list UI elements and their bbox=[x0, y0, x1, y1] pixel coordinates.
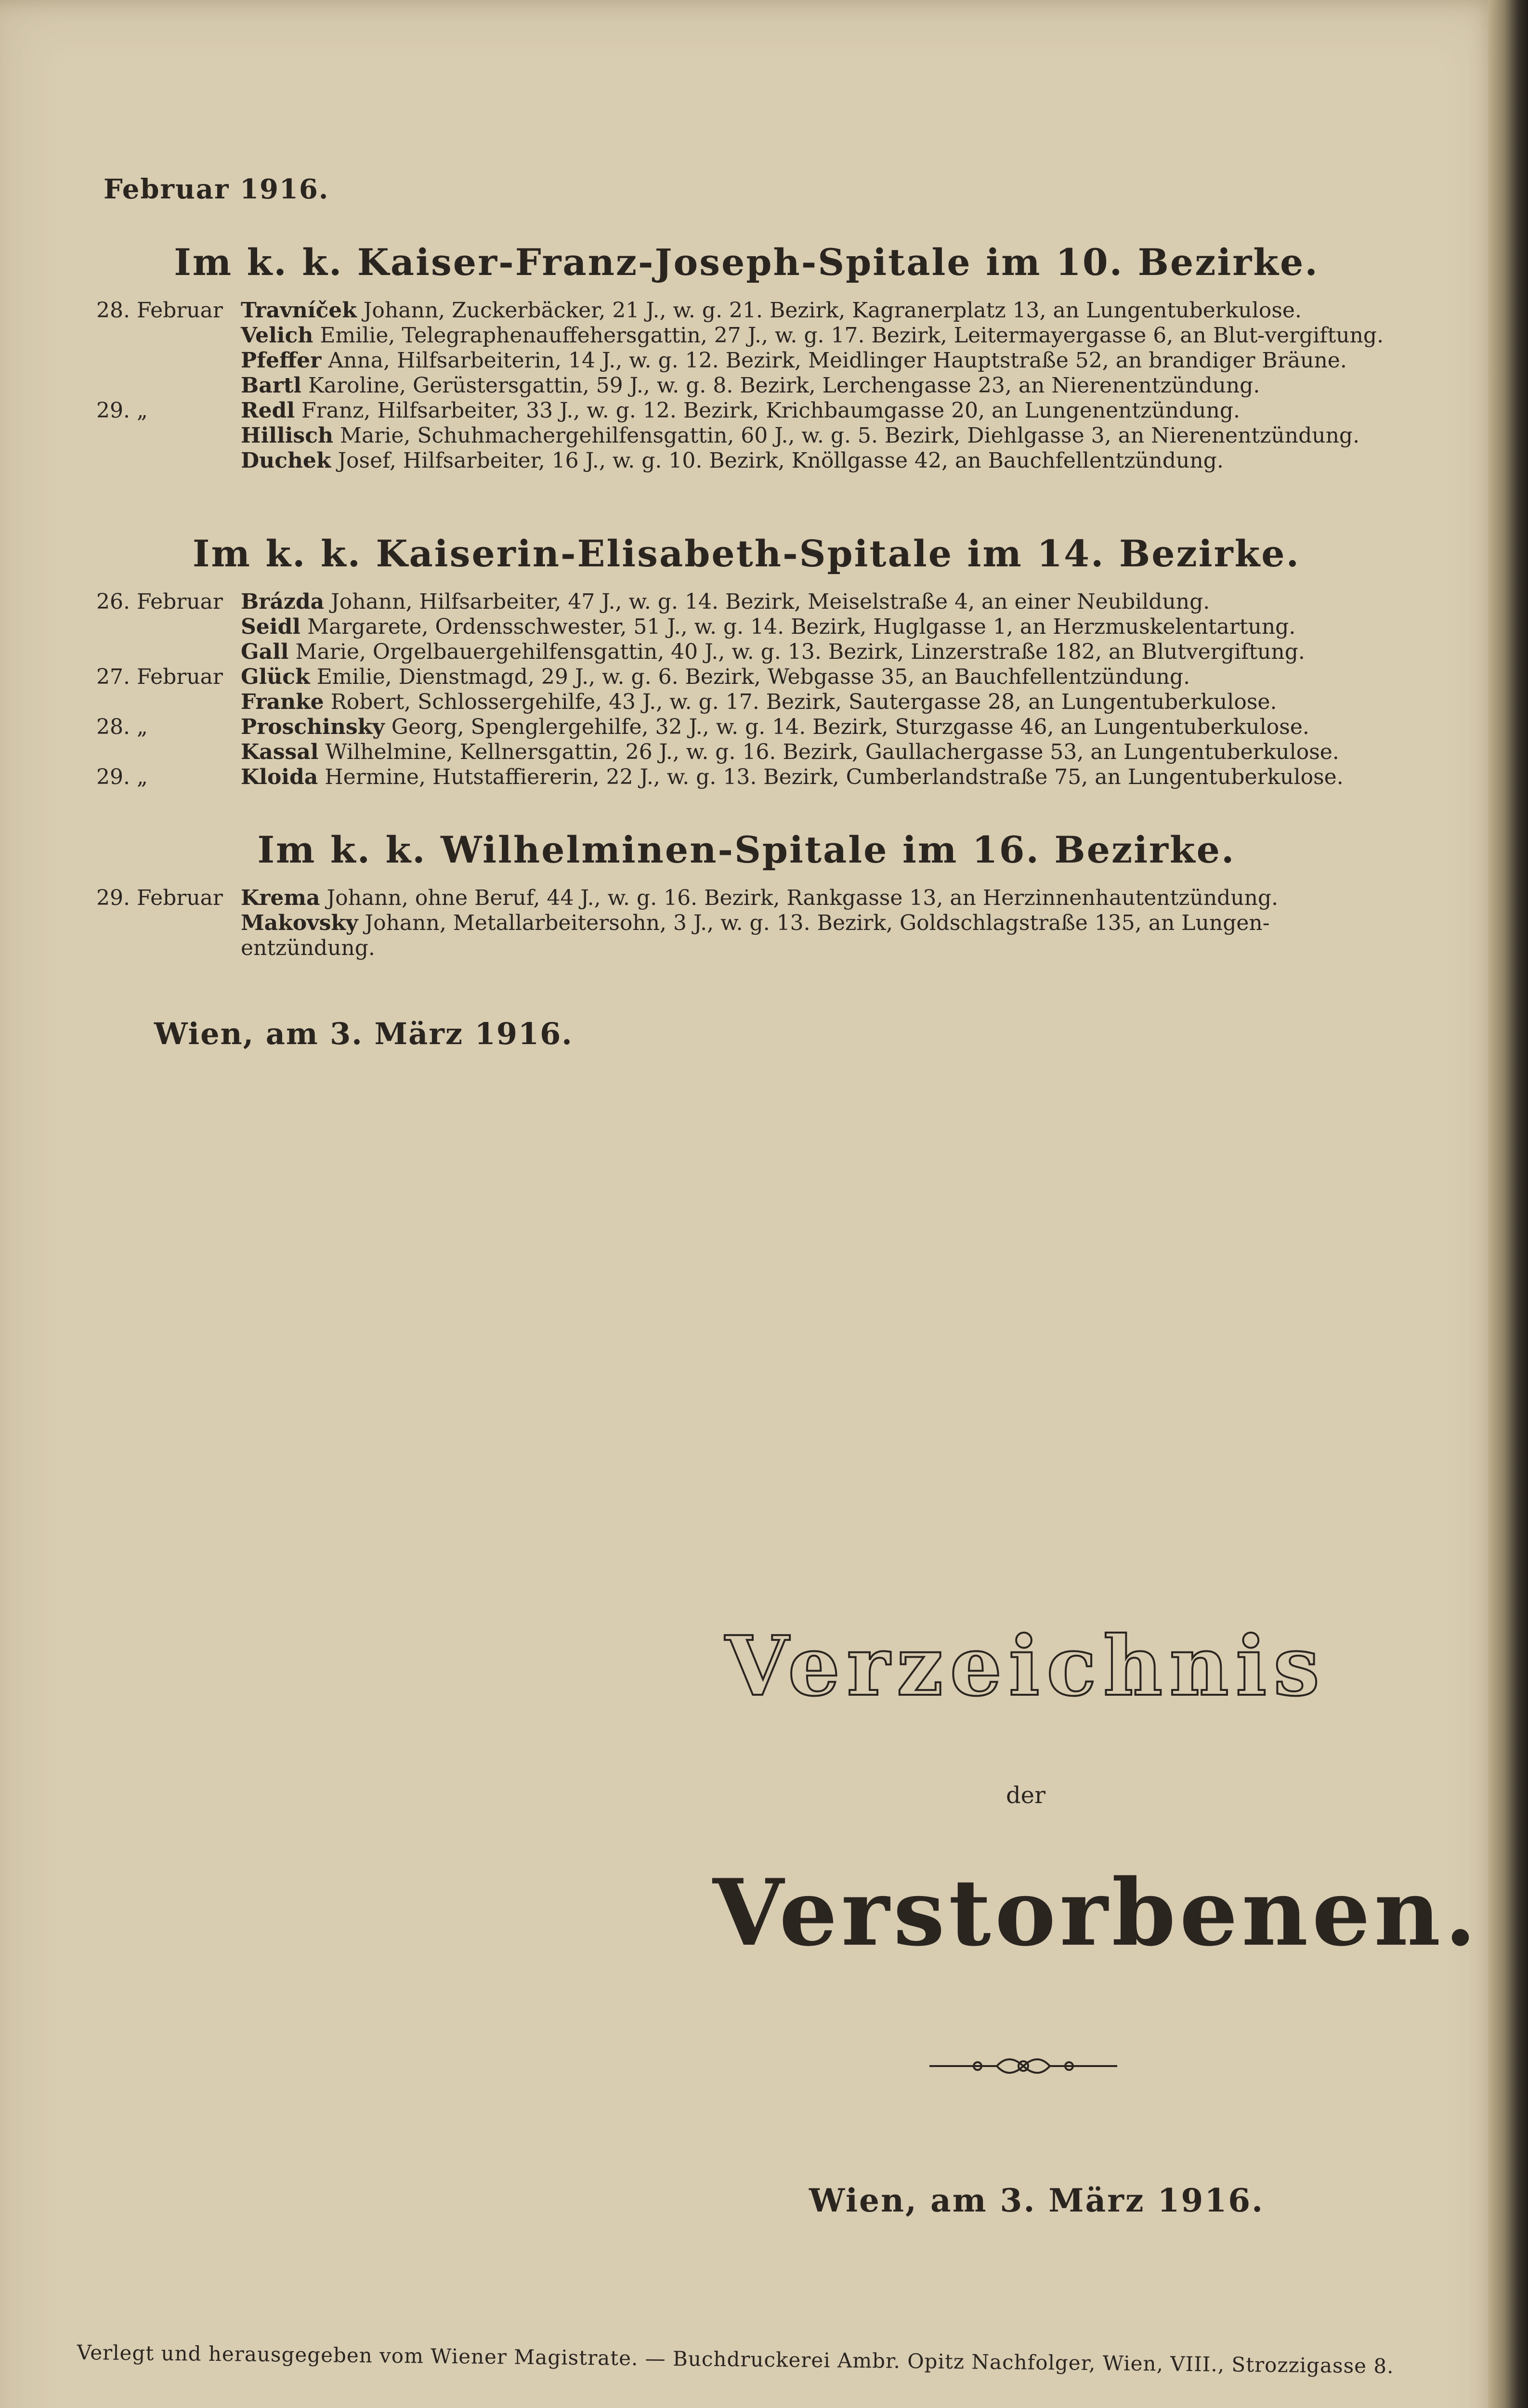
entry-name: Bartl bbox=[241, 373, 301, 398]
signoff-date: Wien, am 3. März 1916. bbox=[154, 1016, 573, 1051]
entry-text: Georg, Spenglergehilfe, 32 J., w. g. 14. Bezirk, Sturzgasse 46, an Lungentuberkulose. bbox=[391, 715, 1309, 739]
entry-date: 29. „ bbox=[96, 398, 148, 423]
header-date: Februar 1916. bbox=[104, 173, 329, 205]
section-kaiserin-elisabeth bbox=[96, 532, 1397, 790]
entry-body bbox=[241, 348, 1397, 373]
section-wilhelminen bbox=[96, 828, 1397, 961]
list-item bbox=[96, 765, 1397, 790]
entry-date: 29. „ bbox=[96, 765, 148, 789]
entry-body bbox=[241, 615, 1397, 640]
cover-date: Wien, am 3. März 1916. bbox=[809, 2182, 1265, 2219]
entry-list bbox=[96, 589, 1397, 790]
entry-body bbox=[241, 911, 1397, 961]
entry-date: 28. Februar bbox=[96, 298, 223, 323]
entry-body bbox=[241, 740, 1397, 765]
entry-text: Johann, Metallarbeitersohn, 3 J., w. g. 13. Bezirk, Goldschlagstraße 135, an Lungen-entzündung. bbox=[241, 911, 1270, 960]
entry-body bbox=[241, 690, 1397, 715]
entry-text: Margarete, Ordensschwester, 51 J., w. g. 14. Bezirk, Huglgasse 1, an Herzmuskelentartung. bbox=[307, 615, 1296, 639]
page-edge bbox=[1488, 0, 1528, 2408]
entry-text: Anna, Hilfsarbeiterin, 14 J., w. g. 12. Bezirk, Meidlinger Hauptstraße 52, an brandiger Bräune. bbox=[328, 348, 1347, 373]
entry-text: Karoline, Gerüstersgattin, 59 J., w. g. 8. Bezirk, Lerchengasse 23, an Nierenentzündung. bbox=[308, 373, 1260, 398]
entry-name: Travníček bbox=[241, 298, 357, 323]
entry-name: Seidl bbox=[241, 615, 300, 639]
entry-body bbox=[241, 589, 1397, 615]
entry-date: 26. Februar bbox=[96, 589, 223, 614]
entry-text: Johann, Zuckerbäcker, 21 J., w. g. 21. Bezirk, Kagranerplatz 13, an Lungentuberkulose. bbox=[363, 298, 1302, 323]
entry-name: Hillisch bbox=[241, 423, 333, 448]
list-item bbox=[96, 589, 1397, 615]
entry-name: Krema bbox=[241, 886, 320, 910]
entry-body bbox=[241, 423, 1397, 448]
entry-date bbox=[96, 448, 241, 473]
cover-title: Verzeichnis bbox=[725, 1618, 1327, 1714]
entry-text: Johann, Hilfsarbeiter, 47 J., w. g. 14. Bezirk, Meiselstraße 4, an einer Neubildung. bbox=[331, 589, 1210, 614]
entry-body bbox=[241, 448, 1397, 473]
list-item bbox=[96, 423, 1397, 448]
entry-date: 28. „ bbox=[96, 715, 148, 739]
entry-date bbox=[96, 373, 241, 398]
ornament-divider bbox=[920, 2049, 1127, 2083]
entry-name: Glück bbox=[241, 665, 310, 689]
entry-date bbox=[96, 323, 241, 348]
section-title: Im k. k. Kaiser-Franz-Joseph-Spitale im 10. Bezirke. bbox=[174, 241, 1319, 284]
entry-date bbox=[96, 911, 241, 961]
entry-date bbox=[96, 615, 241, 640]
entry-name: Duchek bbox=[241, 448, 331, 473]
entry-text: Franz, Hilfsarbeiter, 33 J., w. g. 12. Bezirk, Krichbaumgasse 20, an Lungenentzündung. bbox=[301, 398, 1240, 423]
entry-date bbox=[96, 348, 241, 373]
entry-body bbox=[241, 665, 1397, 690]
entry-text: Wilhelmine, Kellnersgattin, 26 J., w. g. 16. Bezirk, Gaullachergasse 53, an Lungentuberkulose. bbox=[325, 740, 1339, 764]
list-item bbox=[96, 640, 1397, 665]
list-item bbox=[96, 911, 1397, 961]
imprint-line: Verlegt und herausgegeben vom Wiener Magistrate. — Buchdruckerei Ambr. Opitz Nachfolger, Wien, VIII., Strozzigasse 8. bbox=[77, 2341, 1394, 2378]
section-title: Im k. k. Kaiserin-Elisabeth-Spitale im 14. Bezirke. bbox=[192, 532, 1301, 575]
section-title: Im k. k. Wilhelminen-Spitale im 16. Bezirke. bbox=[257, 828, 1236, 871]
entry-text: Josef, Hilfsarbeiter, 16 J., w. g. 10. Bezirk, Knöllgasse 42, an Bauchfellentzündung. bbox=[338, 448, 1224, 473]
entry-name: Redl bbox=[241, 398, 295, 423]
list-item bbox=[96, 715, 1397, 740]
entry-date bbox=[96, 740, 241, 765]
entry-name: Franke bbox=[241, 690, 324, 714]
entry-name: Pfeffer bbox=[241, 348, 322, 373]
cover-der: der bbox=[1006, 1782, 1046, 1809]
entry-name: Kloida bbox=[241, 765, 318, 789]
list-item bbox=[96, 298, 1397, 323]
entry-body bbox=[241, 886, 1397, 911]
entry-text: Marie, Schuhmachergehilfensgattin, 60 J., w. g. 5. Bezirk, Diehlgasse 3, an Nierenentzündung. bbox=[340, 423, 1360, 448]
entry-name: Gall bbox=[241, 640, 289, 664]
entry-date bbox=[96, 690, 241, 715]
entry-date bbox=[96, 423, 241, 448]
section-kaiser-franz-joseph bbox=[96, 241, 1397, 473]
entry-name: Kassal bbox=[241, 740, 319, 764]
entry-name: Velich bbox=[241, 323, 313, 348]
list-item bbox=[96, 740, 1397, 765]
cover-subtitle: Verstorbenen. bbox=[713, 1859, 1480, 1966]
entry-list bbox=[96, 886, 1397, 961]
entry-text: Marie, Orgelbauergehilfensgattin, 40 J., w. g. 13. Bezirk, Linzerstraße 182, an Blutvergiftung. bbox=[295, 640, 1305, 664]
entry-body bbox=[241, 298, 1397, 323]
entry-date bbox=[96, 640, 241, 665]
list-item bbox=[96, 615, 1397, 640]
entry-body bbox=[241, 373, 1397, 398]
entry-name: Proschinsky bbox=[241, 715, 385, 739]
entry-name: Brázda bbox=[241, 589, 325, 614]
list-item bbox=[96, 348, 1397, 373]
entry-text: Johann, ohne Beruf, 44 J., w. g. 16. Bezirk, Rankgasse 13, an Herzinnenhautentzündung. bbox=[326, 886, 1279, 910]
entry-text: Robert, Schlossergehilfe, 43 J., w. g. 17. Bezirk, Sautergasse 28, an Lungentuberkulose. bbox=[330, 690, 1277, 714]
entry-body bbox=[241, 640, 1397, 665]
entry-date: 27. Februar bbox=[96, 665, 223, 689]
list-item bbox=[96, 665, 1397, 690]
entry-text: Hermine, Hutstaffiererin, 22 J., w. g. 13. Bezirk, Cumberlandstraße 75, an Lungentuberkulose. bbox=[325, 765, 1344, 789]
entry-body bbox=[241, 765, 1397, 790]
list-item bbox=[96, 690, 1397, 715]
entry-body bbox=[241, 323, 1397, 348]
list-item bbox=[96, 323, 1397, 348]
entry-name: Makovsky bbox=[241, 911, 358, 935]
entry-text: Emilie, Dienstmagd, 29 J., w. g. 6. Bezirk, Webgasse 35, an Bauchfellentzündung. bbox=[316, 665, 1190, 689]
entry-list bbox=[96, 298, 1397, 473]
list-item bbox=[96, 398, 1397, 423]
list-item bbox=[96, 886, 1397, 911]
entry-body bbox=[241, 715, 1397, 740]
entry-date: 29. Februar bbox=[96, 886, 223, 910]
entry-body bbox=[241, 398, 1397, 423]
list-item bbox=[96, 373, 1397, 398]
list-item bbox=[96, 448, 1397, 473]
entry-text: Emilie, Telegraphenauffehersgattin, 27 J., w. g. 17. Bezirk, Leitermayergasse 6, an Blut-vergiftung. bbox=[320, 323, 1384, 348]
